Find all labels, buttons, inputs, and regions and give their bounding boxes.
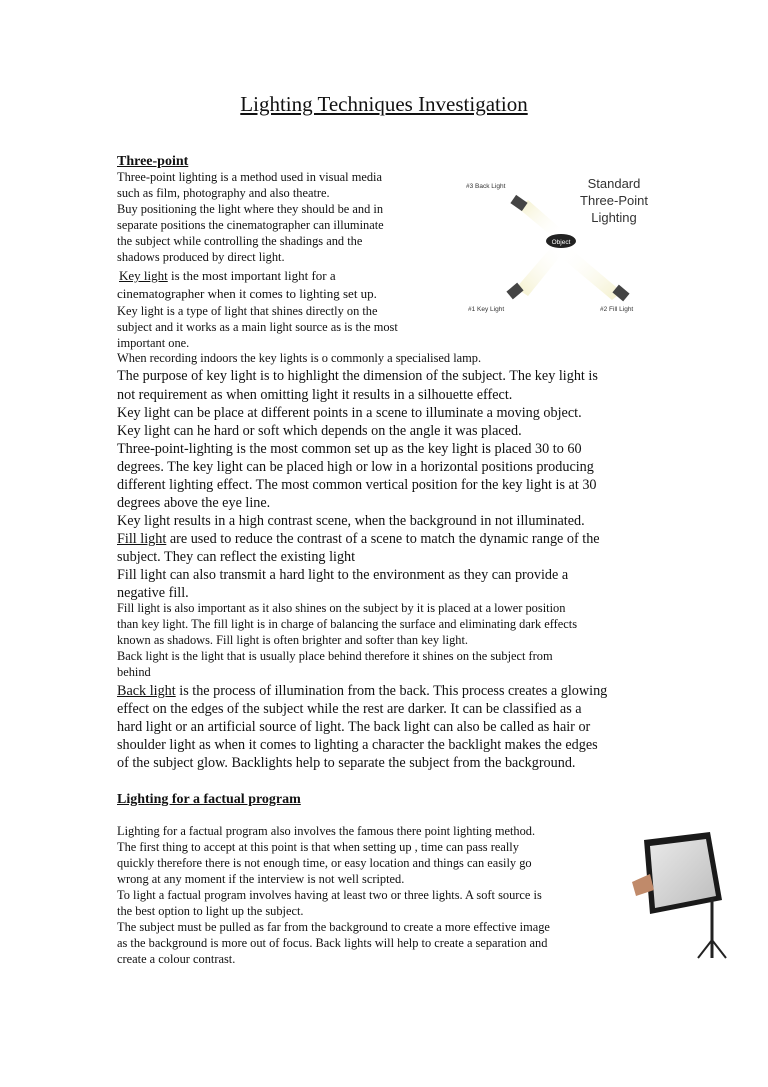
paragraph-line: The subject must be pulled as far from the background to create a more effective image xyxy=(117,920,550,934)
paragraph-line: wrong at any moment if the interview is not well scripted. xyxy=(117,872,405,886)
paragraph-line: Fill light can also transmit a hard light to the environment as they can provide a xyxy=(117,567,569,583)
paragraph-line: behind xyxy=(117,665,151,679)
paragraph-line: different lighting effect. The most common vertical position for the key light is at 30 xyxy=(117,477,597,493)
softbox-light-photo xyxy=(626,830,730,960)
back-light-intro-rest: is the process of illumination from the back. This process creates a glowing xyxy=(175,683,608,699)
three-point-lighting-diagram xyxy=(458,170,654,318)
fill-light-term: Fill light xyxy=(117,531,167,547)
back-light-term: Back light xyxy=(117,683,176,699)
paragraph-line: quickly therefore there is not enough time, or easy location and things can easily go xyxy=(117,856,532,870)
diagram-title-line-3: Lighting xyxy=(591,210,637,225)
light-stand-leg xyxy=(698,940,712,958)
paragraph-line: Three-point-lighting is the most common set up as the key light is placed 30 to 60 xyxy=(117,441,582,457)
section-heading-three-point: Three-point xyxy=(117,154,189,169)
paragraph-line: not requirement as when omitting light it results in a silhouette effect. xyxy=(117,387,513,403)
paragraph-line: degrees. The key light can be placed high or low in a horizontal positions producing xyxy=(117,459,594,475)
paragraph-line: important one. xyxy=(117,336,190,350)
diagram-title-line-1: Standard xyxy=(587,176,641,191)
diagram-title-line-2: Three-Point xyxy=(580,193,648,208)
paragraph-line: The purpose of key light is to highlight the dimension of the subject. The key light is xyxy=(117,368,598,384)
section-heading-factual-program: Lighting for a factual program xyxy=(117,792,301,807)
paragraph-line: Back light is the light that is usually place behind therefore it shines on the subject from xyxy=(117,649,553,663)
fill-light-intro-line xyxy=(117,532,600,546)
back-light-label: #3 Back Light xyxy=(466,183,506,190)
paragraph-line: shoulder light as when it comes to lighting a character the backlight makes the edges xyxy=(117,737,598,753)
paragraph-line: Lighting for a factual program also involves the famous there point lighting method. xyxy=(117,824,536,838)
paragraph-line: When recording indoors the key lights is o commonly a specialised lamp. xyxy=(117,351,482,365)
key-light-term: Key light xyxy=(119,268,168,283)
object-label: Object xyxy=(551,239,571,246)
paragraph-line: as the background is more out of focus. Back lights will help to create a separation and xyxy=(117,936,548,950)
paragraph-line: hard light or an artificial source of light. The back light can also be called as hair or xyxy=(117,719,591,735)
paragraph-line: subject. They can reflect the existing light xyxy=(117,549,356,565)
paragraph-line: subject and it works as a main light source as is the most xyxy=(117,320,398,334)
paragraph-line: Fill light is also important as it also shines on the subject by it is placed at a lower position xyxy=(117,601,566,615)
paragraph-line: effect on the edges of the subject while the rest are darker. It can be classified as a xyxy=(117,701,582,717)
paragraph-line: separate positions the cinematographer can illuminate xyxy=(117,218,384,232)
back-light-intro-line xyxy=(117,684,607,698)
key-light-intro-line xyxy=(119,269,336,282)
paragraph-line: create a colour contrast. xyxy=(117,952,236,966)
paragraph-line: the subject while controlling the shadings and the xyxy=(117,234,363,248)
paragraph-line: the best option to light up the subject. xyxy=(117,904,304,918)
paragraph-line: cinematographer when it comes to lighting set up. xyxy=(117,286,377,301)
paragraph-line: of the subject glow. Backlights help to separate the subject from the background. xyxy=(117,755,576,771)
paragraph-line: Buy positioning the light where they should be and in xyxy=(117,202,384,216)
paragraph-line: negative fill. xyxy=(117,585,189,601)
paragraph-line: Key light is a type of light that shines directly on the xyxy=(117,304,378,318)
paragraph-line: Key light results in a high contrast scene, when the background in not illuminated. xyxy=(117,513,585,529)
fill-light-intro-rest: are used to reduce the contrast of a scene to match the dynamic range of the xyxy=(166,531,600,547)
paragraph-line: than key light. The fill light is in charge of balancing the surface and eliminating dark effects xyxy=(117,617,578,631)
paragraph-line: Three-point lighting is a method used in visual media xyxy=(117,170,382,184)
paragraph-line: The first thing to accept at this point is that when setting up , time can pass really xyxy=(117,840,519,854)
paragraph-line: such as film, photography and also theatre. xyxy=(117,186,330,200)
paragraph-line: known as shadows. Fill light is often brighter and softer than key light. xyxy=(117,633,469,647)
fill-light-label: #2 Fill Light xyxy=(600,306,634,313)
paragraph-line: Key light can he hard or soft which depends on the angle it was placed. xyxy=(117,423,522,439)
paragraph-line: To light a factual program involves having at least two or three lights. A soft source is xyxy=(117,888,542,902)
paragraph-line: shadows produced by direct light. xyxy=(117,250,285,264)
key-light-intro-rest: is the most important light for a xyxy=(167,268,336,283)
light-stand-leg xyxy=(712,940,726,958)
softbox-diffuser xyxy=(650,839,716,908)
key-light-beam xyxy=(516,244,562,296)
page-title: Lighting Techniques Investigation xyxy=(240,92,528,116)
key-light-label: #1 Key Light xyxy=(468,306,505,313)
paragraph-line: degrees above the eye line. xyxy=(117,495,271,511)
paragraph-line: Key light can be place at different points in a scene to illuminate a moving object. xyxy=(117,405,582,421)
